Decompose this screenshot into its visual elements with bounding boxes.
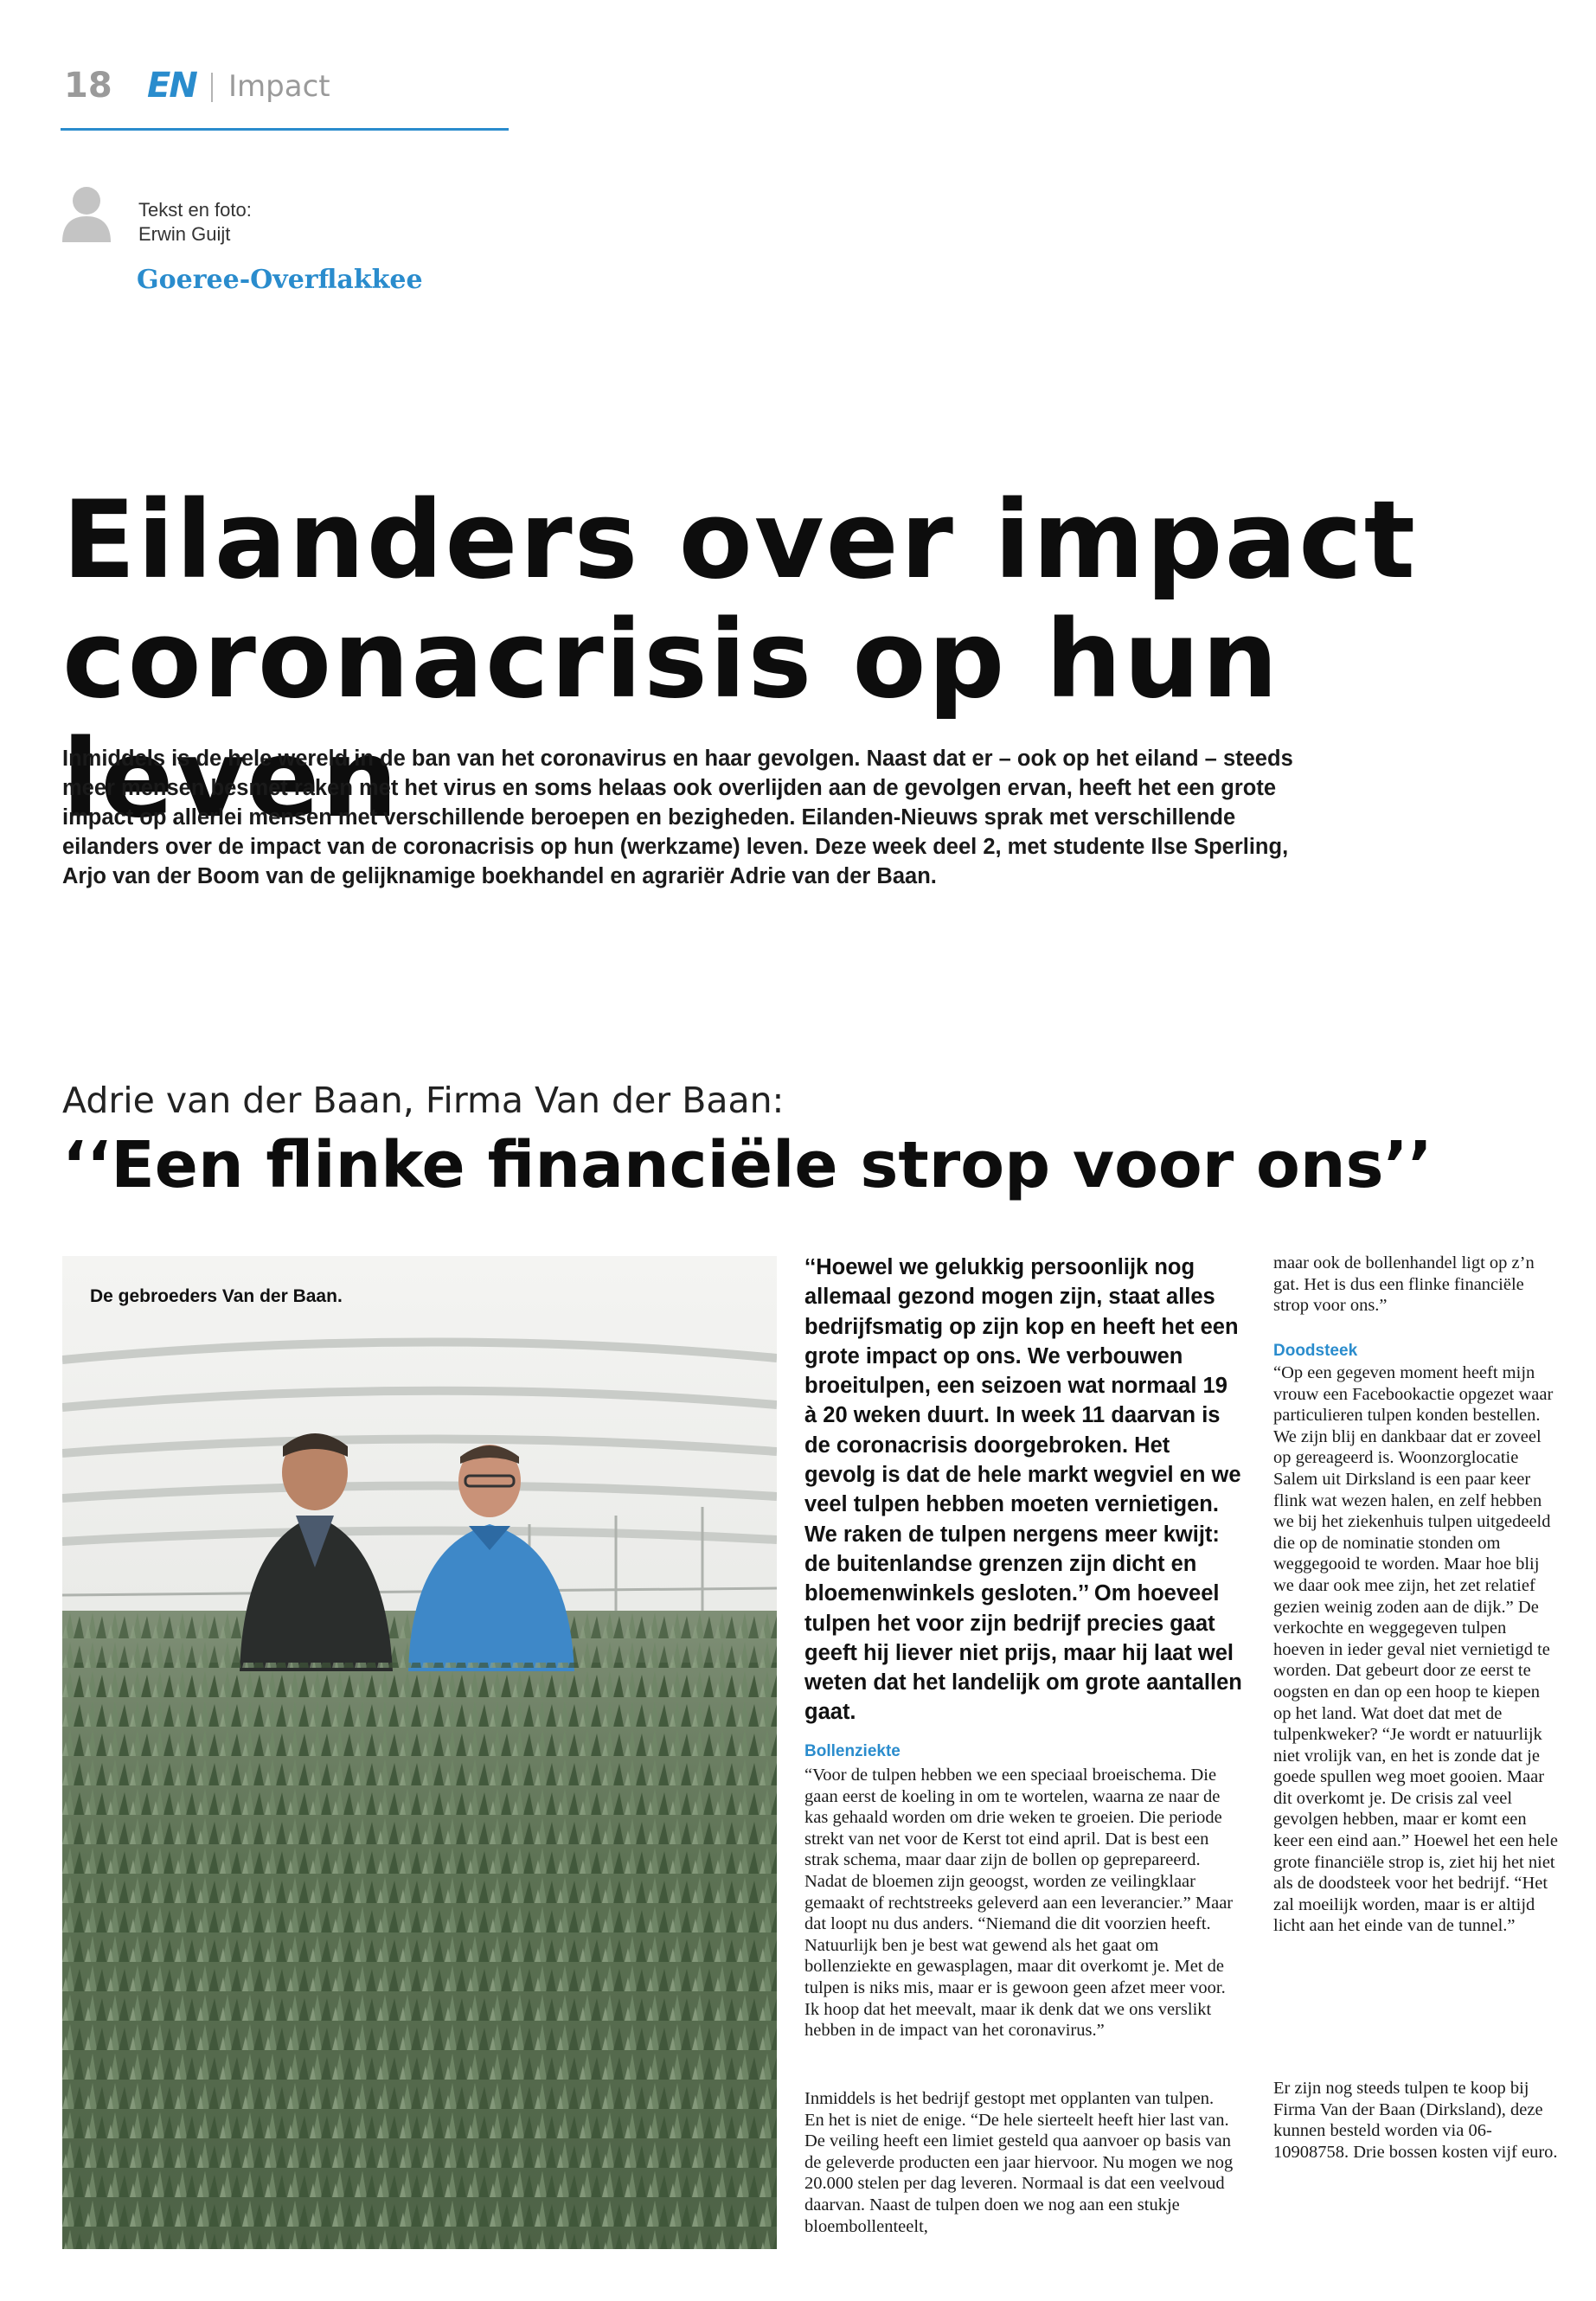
headline-line-1: Eilanders over impact (62, 478, 1418, 603)
photo-caption: De gebroeders Van der Baan. (90, 1286, 343, 1306)
headline-line-2: coronacrisis op hun leven (62, 598, 1280, 842)
subheading-bollenziekte: Bollenziekte (804, 1742, 901, 1760)
byline-label: Tekst en foto: (138, 199, 252, 221)
article-intro: Inmiddels is de hele wereld in de ban van het coronavirus en haar gevolgen. Naast dat er – ook op het eiland – steeds meer mensen besmet raken met het virus en soms helaas ook overlijden aan de gevolgen ervan, heeft het een grote impact op allerlei mensen met verschillende beroepen en bezigheden. Eilanden-Nieuws sprak met verschillende eilanders over de impact van de coronacrisis op hun (werkzame) leven. Deze week deel 2, met studente Ilse Sperling, Arjo van der Boom van de gelijknamige boekhandel en agrariër Adrie van der Baan. (62, 747, 1293, 888)
byline-author: Erwin Guijt (138, 223, 231, 245)
quote-headline: ‘‘Een flinke financiële strop voor ons’’ (62, 1128, 1433, 1202)
page-number: 18 (64, 66, 112, 106)
region-label: Goeree-Overflakkee (137, 265, 423, 295)
body-paragraph: “Voor de tulpen hebben we een speciaal broeischema. Die gaan eerst de koeling in om te wortelen, waarna ze naar de kas gehaald worden om drie weken te groeien. Die periode strekt van net voor de Kerst tot eind april. Dat is best een strak schema, maar daar zijn de bollen op geprepareerd. Nadat de bloemen zijn geoogst, worden ze veilingklaar gemaakt of rechtstreeks geleverd aan een leverancier.” Maar dat loopt nu dus anders. “Niemand die dit voorzien heeft. Natuurlijk ben je best wat gewend als het gaat om bollenziekte en gewasplagen, maar dit overkomt je. Met de tulpen is niks mis, maar er is gewoon geen afzet meer voor. Ik hoop dat het meevalt, maar ik denk dat we ons verslikt hebben in de impact van het coronavirus.” (804, 1766, 1234, 2041)
article-photo (62, 1256, 777, 2249)
article-lead: ‘‘Hoewel we gelukkig persoonlijk nog allemaal gezond mogen zijn, staat alles bedrijfsmatig op zijn kop en heeft het een grote impact op ons. We verbouwen broeitulpen, een seizoen wat normaal 19 à 20 weken duurt. In week 11 daarvan is de coronacrisis doorgebroken. Het gevolg is dat de hele markt wegviel en we veel tulpen hebben moeten vernietigen. We raken de tulpen nergens meer kwijt: de buitenlandse grenzen zijn dicht en bloemenwinkels gesloten.’’ Om hoeveel tulpen het voor zijn bedrijf precies gaat geeft hij liever niet prijs, maar hij laat wel weten dat het landelijk om grote aantallen gaat. (804, 1255, 1242, 1725)
header-rule (61, 128, 509, 131)
section-label: Impact (228, 69, 330, 104)
person-icon (62, 185, 111, 242)
header-separator (211, 73, 213, 102)
body-paragraph: “Op een gegeven moment heeft mijn vrouw een Facebookactie opgezet waar particulieren tulpen konden bestellen. We zijn blij en dankbaar dat er zoveel op gereageerd is. Woonzorglocatie Salem uit Dirksland is een paar keer flink wat wezen halen, en zelf hebben we bij het ziekenhuis tulpen uitgedeeld die op de nominatie stonden om weggegooid te worden. Maar hoe blij we daar ook mee zijn, het zet relatief gezien weinig zoden aan de dijk.” De verkochte en weggegeven tulpen hoeven in ieder geval niet vernietigd te worden. Dat gebeurt door ze eerst te oogsten en dan op een hoop te kiepen op het land. Wat doet dat met de tulpenkweker? “Je wordt er natuurlijk niet vrolijk van, en het is zonde dat je goede spullen weg moet gooien. Maar dit overkomt je. De crisis zal veel gevolgen hebben, maar er komt een keer een eind aan.” Hoewel het een hele grote financiële strop is, ziet hij het niet als de doodsteek voor het bedrijf. “Het zal moeilijk worden, maar is er altijd licht aan het einde van de tunnel.” (1273, 1363, 1558, 1936)
publication-logo: EN (147, 66, 196, 106)
body-paragraph: Er zijn nog steeds tulpen te koop bij Firma Van der Baan (Dirksland), deze kunnen besteld worden via 06-10908758. Drie bossen kosten vijf euro. (1273, 2079, 1558, 2162)
subheading-doodsteek: Doodsteek (1273, 1342, 1358, 1360)
body-paragraph: Inmiddels is het bedrijf gestopt met opplanten van tulpen. En het is niet de enige. “De hele sierteelt heeft hier last van. De veiling heeft een limiet gesteld qua aanvoer op basis van de geleverde producten een jaar hiervoor. Nu mogen we nog 20.000 stelen per dag leveren. Normaal is dat een veelvoud daarvan. Naast de tulpen doen we nog aan een stukje bloembollenteelt, (804, 2089, 1234, 2236)
body-paragraph: maar ook de bollenhandel ligt op z’n gat. Het is dus een flinke financiële strop voor ons.” (1273, 1253, 1535, 1316)
interview-kicker: Adrie van der Baan, Firma Van der Baan: (62, 1080, 785, 1121)
